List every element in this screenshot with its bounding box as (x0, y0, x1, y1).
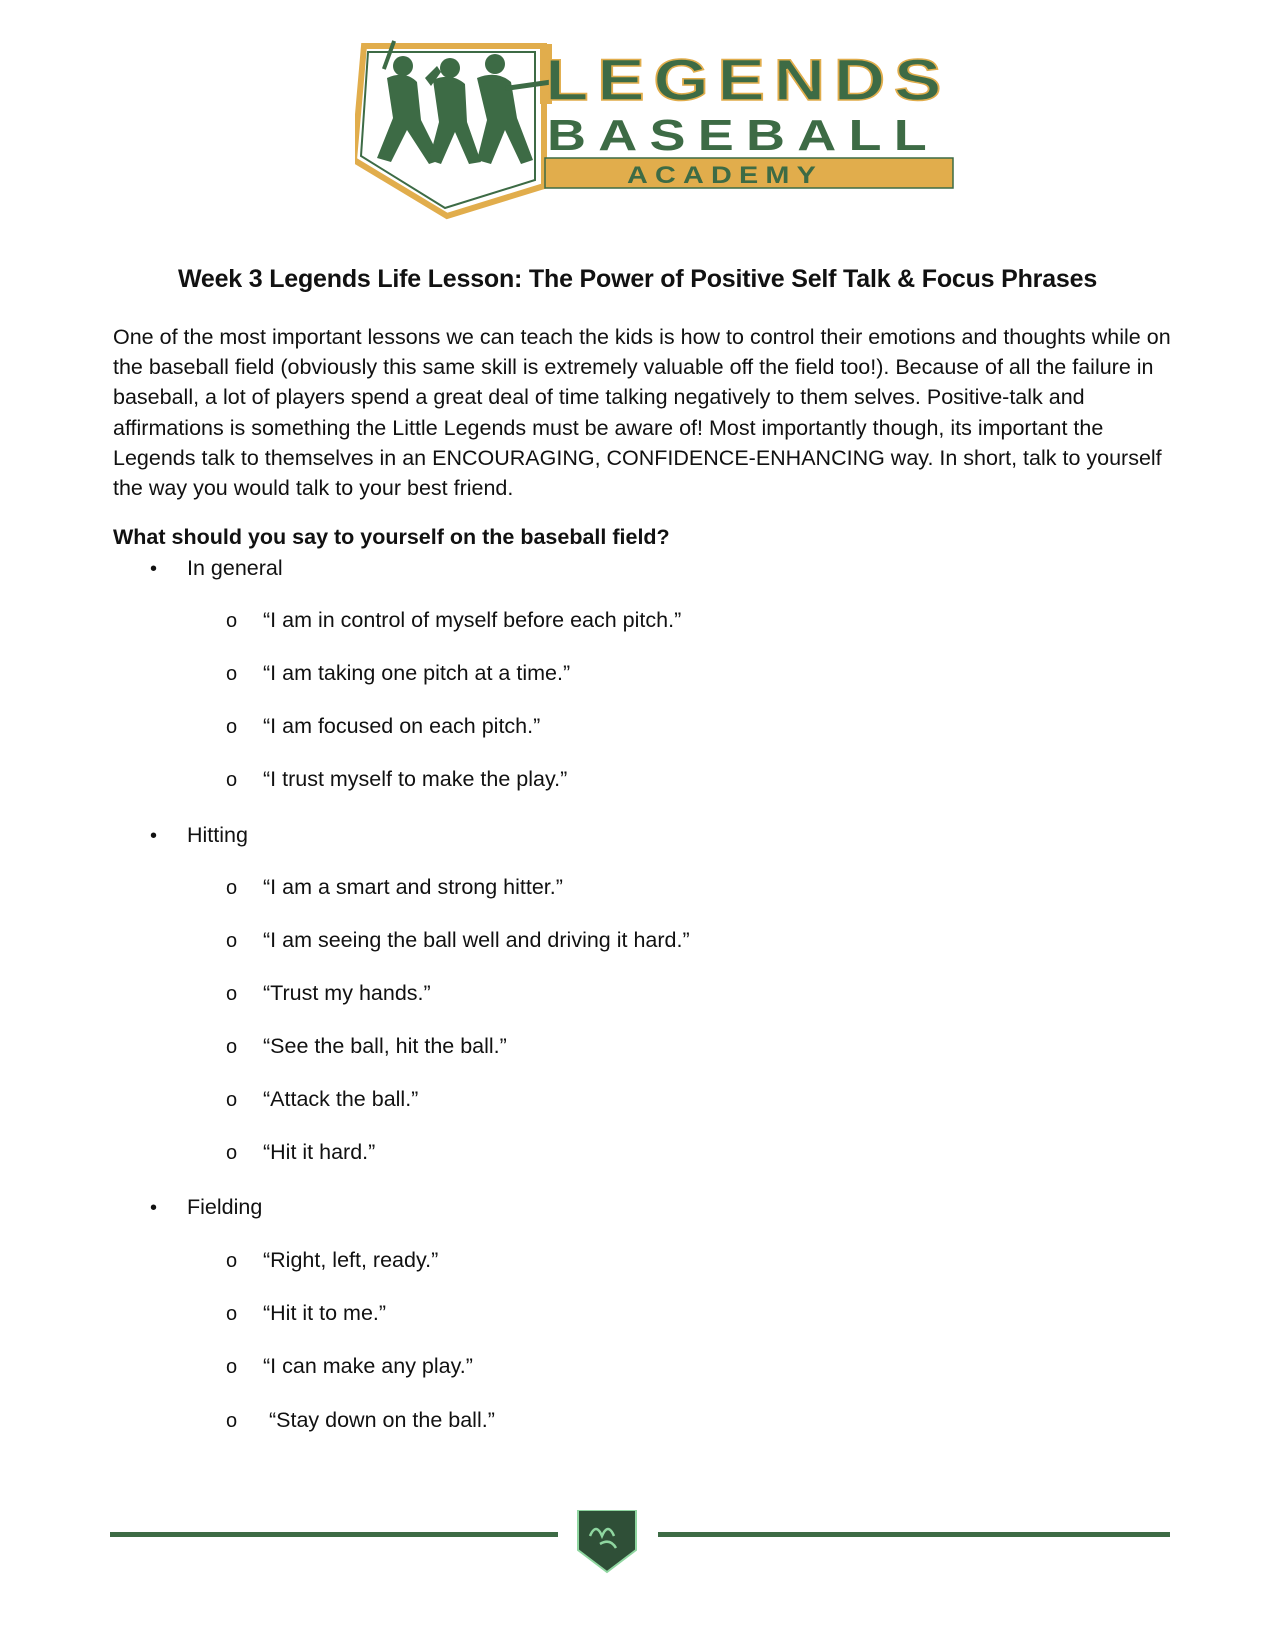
bullet-icon: • (150, 558, 158, 580)
sub-bullet-icon: o (226, 1250, 238, 1272)
list-item (226, 928, 690, 953)
item-text: “I am in control of myself before each pitch.” (263, 608, 682, 632)
category-label: Hitting (187, 823, 248, 847)
sub-bullet-icon: o (226, 1089, 238, 1111)
list-item (226, 1087, 418, 1112)
item-text: “I can make any play.” (263, 1354, 473, 1378)
list-item (226, 1034, 507, 1059)
list-item (226, 608, 681, 633)
bullet-icon: • (150, 825, 158, 847)
item-text: “Stay down on the ball.” (263, 1408, 495, 1432)
sub-bullet-icon: o (226, 930, 238, 952)
sub-bullet-icon: o (226, 716, 238, 738)
category-fielding (150, 1195, 262, 1220)
sub-bullet-icon: o (226, 1356, 238, 1378)
page-title: Week 3 Legends Life Lesson: The Power of Positive Self Talk & Focus Phrases (177, 265, 1098, 293)
batter-silhouette-icon (377, 40, 441, 164)
section-question: What should you say to yourself on the baseball field? (113, 525, 670, 549)
item-text: “Hit it to me.” (263, 1301, 387, 1325)
intro-paragraph: One of the most important lessons we can teach the kids is how to control their emotions and thoughts while on the baseball field (obviously this same skill is extremely valuable off the field too!). Because of all the failure in baseball, a lot of players spend a great deal of time talking negatively to them selves. Positive-talk and affirmations is something the Little Legends must be aware of! Most importantly though, its important the Legends talk to themselves in an ENCOURAGING, CONFIDENCE-ENHANCING way. In short, talk to yourself the way you would talk to your best friend. (113, 325, 1171, 501)
list-item (226, 1301, 386, 1326)
sub-bullet-icon: o (226, 1410, 238, 1432)
footer-line-right (658, 1532, 1170, 1537)
sub-bullet-icon: o (226, 1036, 238, 1058)
category-hitting (150, 823, 248, 848)
sub-bullet-icon: o (226, 610, 238, 632)
item-text: “I trust myself to make the play.” (263, 767, 568, 791)
item-text: “I am focused on each pitch.” (263, 714, 541, 738)
sub-bullet-icon: o (226, 983, 238, 1005)
item-text: “Attack the ball.” (263, 1087, 419, 1111)
list-item (226, 767, 567, 792)
pitcher-silhouette-icon (425, 58, 481, 164)
bullet-icon: • (150, 1197, 158, 1219)
sub-bullet-icon: o (226, 1142, 238, 1164)
item-text: “Trust my hands.” (263, 981, 431, 1005)
sub-bullet-icon: o (226, 1303, 238, 1325)
list-item (226, 875, 563, 900)
sub-bullet-icon: o (226, 663, 238, 685)
list-item (226, 714, 540, 739)
list-item (226, 1140, 375, 1165)
category-label: Fielding (187, 1195, 263, 1219)
logo-text-legends: LEGENDS (545, 48, 950, 113)
item-text: “I am taking one pitch at a time.” (263, 661, 571, 685)
list-item (226, 981, 431, 1006)
legends-baseball-academy-logo (355, 38, 1005, 228)
footer-line-left (110, 1532, 558, 1537)
item-text: “Right, left, ready.” (263, 1248, 439, 1272)
item-text: “See the ball, hit the ball.” (263, 1034, 507, 1058)
logo-text-baseball: BASEBALL (547, 111, 939, 160)
list-item (226, 661, 570, 686)
item-text: “I am a smart and strong hitter.” (263, 875, 563, 899)
item-text: “I am seeing the ball well and driving it hard.” (263, 928, 690, 952)
logo-text-academy: ACADEMY (627, 162, 823, 189)
list-item (226, 1408, 495, 1433)
list-item (226, 1248, 438, 1273)
item-text: “Hit it hard.” (263, 1140, 376, 1164)
sub-bullet-icon: o (226, 769, 238, 791)
category-in-general (150, 556, 283, 581)
category-label: In general (187, 556, 283, 580)
sub-bullet-icon: o (226, 877, 238, 899)
footer-divider (110, 1510, 1170, 1580)
list-item (226, 1354, 473, 1379)
